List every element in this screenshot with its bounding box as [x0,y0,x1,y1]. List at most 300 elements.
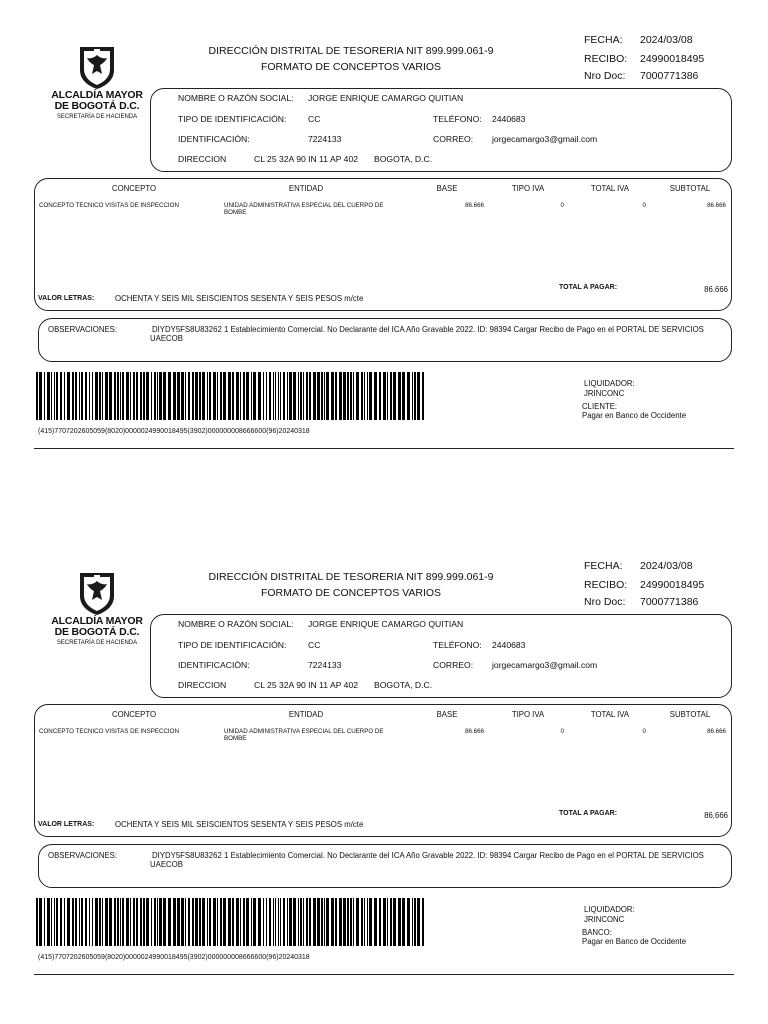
barcode-bar [79,898,80,946]
document-title [200,43,502,75]
identificacion-value: 7224133 [308,660,342,670]
barcode-bar [199,898,201,946]
barcode-bar [185,898,186,946]
barcode-bar [177,372,180,420]
barcode-bar [393,898,396,946]
title-line-2: FORMATO DE CONCEPTOS VARIOS [260,61,442,73]
barcode-bar [412,372,413,420]
barcode-bar [331,898,334,946]
barcode-bar [136,372,138,420]
barcode-bar [275,898,276,946]
barcode-bar [47,372,50,420]
barcode-bar [369,898,372,946]
concepts-box [34,178,732,311]
nombre-label: NOMBRE O RAZÓN SOCIAL: [178,619,294,629]
barcode-bar [398,898,401,946]
barcode-bar [89,372,90,420]
barcode-bar [151,372,152,420]
barcode-bar [67,898,70,946]
barcode-bar [367,372,368,420]
barcode-bar [300,372,302,420]
barcode-bar [109,898,112,946]
barcode-bar [275,372,276,420]
row-entidad: UNIDAD ADMINISTRATIVA ESPECIAL DEL CUERPO DE BOMBE [224,202,384,216]
barcode-bar [168,372,171,420]
barcode-bar [246,898,249,946]
barcode-bar [283,372,285,420]
barcode-text: (415)7707202605059(8020)0000024990018495(3902)000000008666600(96)20240318 [38,954,310,961]
fecha-label: FECHA: [584,560,623,572]
identificacion-value: 7224133 [308,134,342,144]
barcode-bar [89,898,90,946]
col-header-subtotal: SUBTOTAL [669,710,711,719]
barcode-bar [81,372,83,420]
barcode-bar [105,898,108,946]
barcode-bar [114,372,116,420]
barcode-bar [181,898,184,946]
barcode-bar [309,898,311,946]
barcode-bar [303,372,304,420]
barcode-bar [253,372,256,420]
barcode-bar [289,898,292,946]
barcode-bar [122,898,124,946]
row-subtotal: 86.666 [707,202,726,209]
barcode-bar [223,898,226,946]
valor-letras-label: VALOR LETRAS: [38,821,95,828]
barcode-bar [75,372,77,420]
barcode-bar [220,372,222,420]
barcode-bar [140,372,142,420]
barcode-bar [390,898,392,946]
nro-doc-label: Nro Doc: [584,596,626,608]
barcode-bar [143,898,145,946]
barcode-bar [353,372,354,420]
valor-letras-value: OCHENTA Y SEIS MIL SEISCIENTOS SESENTA Y SEIS PESOS m/cte [115,294,364,303]
telefono-value: 2440683 [492,640,526,650]
barcode-bar [173,372,176,420]
bogota-logo [42,44,152,124]
logo-line-3: SECRETARÍA DE HACIENDA [56,114,138,120]
barcode-bar [367,898,368,946]
observaciones-label: OBSERVACIONES: [48,851,118,860]
barcode-bar [195,898,198,946]
nro-doc-value: 7000771386 [640,596,699,608]
barcode-bar [117,898,119,946]
logo-line-1: ALCALDÍA MAYOR [51,615,143,627]
barcode-bar [278,372,279,420]
title-line-1: DIRECCIÓN DISTRITAL DE TESORERIA NIT 899.999.061-9 [208,45,494,57]
barcode-bar [217,372,218,420]
barcode-bar [240,372,241,420]
nombre-value: JORGE ENRIQUE CAMARGO QUITIAN [308,619,464,629]
cut-line [34,448,734,449]
barcode-bar [67,372,70,420]
barcode-bar [313,372,316,420]
telefono-value: 2440683 [492,114,526,124]
row-tipo-iva: 0 [560,728,564,735]
row-total-iva: 0 [642,202,646,209]
barcode-bar [79,372,80,420]
correo-value: jorgecamargo3@gmail.com [492,134,598,144]
barcode-bar [163,898,166,946]
barcode-bar [298,898,299,946]
barcode-bar [298,372,299,420]
ciudad-value: BOGOTA, D.C. [374,680,433,690]
tipo-id-value: CC [308,114,321,124]
barcode-bar [75,898,77,946]
barcode-bar [379,898,381,946]
barcode-bar [228,898,231,946]
barcode-bar [263,372,264,420]
barcode-bar [207,898,208,946]
tipo-id-value: CC [308,640,321,650]
col-header-base: BASE [436,184,458,193]
coat-of-arms-icon [76,44,118,90]
barcode-bar [253,898,256,946]
barcode-bar [81,898,83,946]
barcode-bar [387,898,388,946]
barcode-bar [185,372,186,420]
barcode-bar [236,898,239,946]
barcode-bar [126,372,129,420]
barcode-bar [56,898,58,946]
payment-barcode [36,372,426,420]
coat-of-arms-icon [76,570,118,616]
barcode-bar [130,372,131,420]
telefono-label: TELÉFONO: [433,114,482,124]
recibo-value: 24990018495 [640,53,705,65]
barcode-bar [273,372,274,420]
barcode-bar [109,372,112,420]
barcode-bar [306,898,308,946]
barcode-bar [188,898,190,946]
barcode-bar [243,372,245,420]
barcode-bar [220,898,222,946]
barcode-bar [143,372,145,420]
barcode-bar [60,898,62,946]
barcode-bar [269,898,271,946]
barcode-bar [114,898,116,946]
barcode-bar [414,372,416,420]
barcode-bar [390,372,392,420]
telefono-label: TELÉFONO: [433,640,482,650]
barcode-bar [422,898,424,946]
barcode-bar [417,898,420,946]
identificacion-label: IDENTIFICACIÓN: [178,660,250,670]
total-value: 86.666 [704,285,728,294]
barcode-bar [117,372,119,420]
barcode-bar [236,372,239,420]
barcode-bar [177,898,180,946]
barcode-bar [209,898,211,946]
barcode-bar [258,898,261,946]
ciudad-value: BOGOTA, D.C. [374,154,433,164]
recibo-value: 24990018495 [640,579,705,591]
barcode-bar [217,898,218,946]
valor-letras-label: VALOR LETRAS: [38,295,95,302]
barcode-bar [151,898,152,946]
observaciones-text: DIYDY5FS8U83262 1 Establecimiento Comercial. No Declarante del ICA Año Gravable 2022. ID: 98394 Cargar Recibo de Pago en el PORTAL DE SERVICIOS UAECOB [150,851,704,869]
barcode-bar [173,898,176,946]
barcode-bar [122,372,124,420]
barcode-bar [130,898,131,946]
col-header-concepto: CONCEPTO [111,710,157,719]
direccion-label: DIRECCION [178,680,227,690]
cliente-value: Pagar en Banco de Occidente [582,411,687,420]
barcode-bar [246,372,249,420]
receipt-copy-banco [0,526,768,986]
barcode-bar [64,898,65,946]
barcode-bar [146,898,149,946]
barcode-bar [278,898,279,946]
barcode-bar [159,898,162,946]
col-header-tipo-iva: TIPO IVA [511,710,545,719]
barcode-bar [168,898,171,946]
barcode-bar [136,898,138,946]
barcode-bar [402,898,405,946]
barcode-bar [258,372,261,420]
barcode-bar [133,898,135,946]
cut-line [34,974,734,975]
barcode-bar [202,898,205,946]
direccion-label: DIRECCION [178,154,227,164]
barcode-bar [317,898,320,946]
barcode-bar [266,898,267,946]
recibo-label: RECIBO: [584,53,628,65]
barcode-bar [133,372,135,420]
observaciones-text: DIYDY5FS8U83262 1 Establecimiento Comercial. No Declarante del ICA Año Gravable 2022. ID: 98394 Cargar Recibo de Pago en el PORTAL DE SERVICIOS UAECOB [150,325,704,343]
barcode-bar [36,898,38,946]
barcode-bar [414,898,416,946]
fecha-label: FECHA: [584,34,623,46]
barcode-bar [240,898,241,946]
barcode-bar [339,372,342,420]
barcode-bar [213,372,216,420]
barcode-bar [398,372,401,420]
barcode-bar [343,898,346,946]
barcode-bar [303,898,304,946]
cliente-label: CLIENTE: [582,402,618,411]
fecha-value: 2024/03/08 [640,34,693,46]
barcode-bar [313,898,316,946]
barcode-bar [280,372,281,420]
barcode-bar [126,898,129,946]
barcode-bar [223,372,226,420]
barcode-bar [300,898,302,946]
barcode-bar [412,898,413,946]
barcode-bar [146,372,149,420]
barcode-bar [154,898,156,946]
barcode-bar [47,898,50,946]
barcode-bar [202,372,205,420]
barcode-bar [374,898,377,946]
tipo-id-label: TIPO DE IDENTIFICACIÓN: [178,640,287,650]
banco-label: BANCO: [582,928,612,937]
barcode-bar [324,372,325,420]
barcode-bar [232,898,234,946]
barcode-bar [289,372,292,420]
logo-line-3: SECRETARÍA DE HACIENDA [56,640,138,646]
nro-doc-value: 7000771386 [640,70,699,82]
barcode-bar [251,372,252,420]
row-concepto: CONCEPTO TECNICO VISITAS DE INSPECCION [39,728,179,735]
barcode-bar [72,898,74,946]
barcode-bar [374,372,377,420]
barcode-bar [306,372,308,420]
barcode-bar [105,372,108,420]
barcode-bar [343,372,346,420]
barcode-bar [280,898,281,946]
barcode-bar [44,898,45,946]
row-base: 86.666 [465,728,484,735]
direccion-value: CL 25 32A 90 IN 11 AP 402 [254,154,359,164]
barcode-bar [393,372,396,420]
col-header-entidad: ENTIDAD [288,710,324,719]
barcode-bar [232,372,234,420]
barcode-bar [72,372,74,420]
barcode-bar [417,372,420,420]
liquidador-value: JRINCONC [584,915,625,924]
barcode-bar [92,372,93,420]
barcode-bar [407,898,410,946]
col-header-concepto: CONCEPTO [111,184,157,193]
barcode-bar [188,372,190,420]
barcode-bar [251,898,252,946]
total-label: TOTAL A PAGAR: [559,810,618,817]
barcode-bar [335,898,337,946]
col-header-entidad: ENTIDAD [288,184,324,193]
barcode-bar [326,372,329,420]
barcode-bar [99,372,101,420]
barcode-bar [102,898,103,946]
barcode-bar [353,898,354,946]
banco-value: Pagar en Banco de Occidente [582,937,687,946]
identificacion-label: IDENTIFICACIÓN: [178,134,250,144]
barcode-bar [85,898,87,946]
barcode-bar [154,372,156,420]
nombre-label: NOMBRE O RAZÓN SOCIAL: [178,93,294,103]
barcode-bar [209,372,211,420]
barcode-bar [181,372,184,420]
barcode-bar [85,372,87,420]
row-concepto: CONCEPTO TECNICO VISITAS DE INSPECCION [39,202,179,209]
barcode-bar [213,898,216,946]
barcode-bar [283,898,285,946]
barcode-bar [356,898,359,946]
logo-line-1: ALCALDÍA MAYOR [51,89,143,101]
row-subtotal: 86.666 [707,728,726,735]
barcode-bar [383,898,386,946]
total-value: 86.666 [704,811,728,820]
logo-line-2: DE BOGOTÁ D.C. [54,626,140,638]
col-header-total-iva: TOTAL IVA [590,184,630,193]
recibo-label: RECIBO: [584,579,628,591]
direccion-value: CL 25 32A 90 IN 11 AP 402 [254,680,359,690]
barcode-bar [356,372,359,420]
col-header-tipo-iva: TIPO IVA [511,184,545,193]
barcode-bar [60,372,62,420]
barcode-bar [361,372,363,420]
barcode-bar [350,372,352,420]
barcode-bar [36,372,38,420]
barcode-bar [387,372,388,420]
barcode-bar [56,372,58,420]
barcode-bar [321,372,323,420]
col-header-base: BASE [436,710,458,719]
barcode-bar [64,372,65,420]
barcode-bar [157,372,158,420]
barcode-bar [335,372,337,420]
barcode-bar [309,372,311,420]
barcode-bar [163,372,166,420]
logo-line-2: DE BOGOTÁ D.C. [54,100,140,112]
liquidador-value: JRINCONC [584,389,625,398]
barcode-bar [287,898,288,946]
barcode-bar [159,372,162,420]
row-total-iva: 0 [642,728,646,735]
barcode-bar [321,898,323,946]
barcode-bar [199,372,201,420]
barcode-bar [54,372,55,420]
barcode-bar [269,372,271,420]
barcode-bar [195,372,198,420]
row-entidad: UNIDAD ADMINISTRATIVA ESPECIAL DEL CUERPO DE BOMBE [224,728,384,742]
barcode-bar [263,898,264,946]
barcode-bar [243,898,245,946]
title-line-1: DIRECCIÓN DISTRITAL DE TESORERIA NIT 899.999.061-9 [208,571,494,583]
barcode-bar [120,372,121,420]
correo-value: jorgecamargo3@gmail.com [492,660,598,670]
barcode-bar [51,372,52,420]
barcode-bar [140,898,142,946]
barcode-bar [339,898,342,946]
row-tipo-iva: 0 [560,202,564,209]
barcode-bar [228,372,231,420]
barcode-bar [364,898,365,946]
barcode-bar [331,372,334,420]
barcode-bar [207,372,208,420]
valor-letras-value: OCHENTA Y SEIS MIL SEISCIENTOS SESENTA Y SEIS PESOS m/cte [115,820,364,829]
liquidador-label: LIQUIDADOR: [584,905,635,914]
barcode-bar [54,898,55,946]
barcode-bar [293,372,296,420]
barcode-bar [39,898,42,946]
barcode-bar [157,898,158,946]
correo-label: CORREO: [433,134,474,144]
barcode-bar [324,898,325,946]
document-title [200,569,502,601]
barcode-bar [102,372,103,420]
barcode-bar [293,898,296,946]
concepts-box [34,704,732,837]
barcode-bar [99,898,101,946]
barcode-bar [192,372,194,420]
barcode-text: (415)7707202605059(8020)0000024990018495(3902)000000008666600(96)20240318 [38,428,310,435]
barcode-bar [402,372,405,420]
total-label: TOTAL A PAGAR: [559,284,618,291]
barcode-bar [95,372,98,420]
bogota-logo [42,570,152,650]
title-line-2: FORMATO DE CONCEPTOS VARIOS [260,587,442,599]
barcode-bar [95,898,98,946]
receipt-copy-cliente [0,0,768,460]
correo-label: CORREO: [433,660,474,670]
barcode-bar [379,372,381,420]
row-base: 86.666 [465,202,484,209]
barcode-bar [51,898,52,946]
barcode-bar [361,898,363,946]
nombre-value: JORGE ENRIQUE CAMARGO QUITIAN [308,93,464,103]
